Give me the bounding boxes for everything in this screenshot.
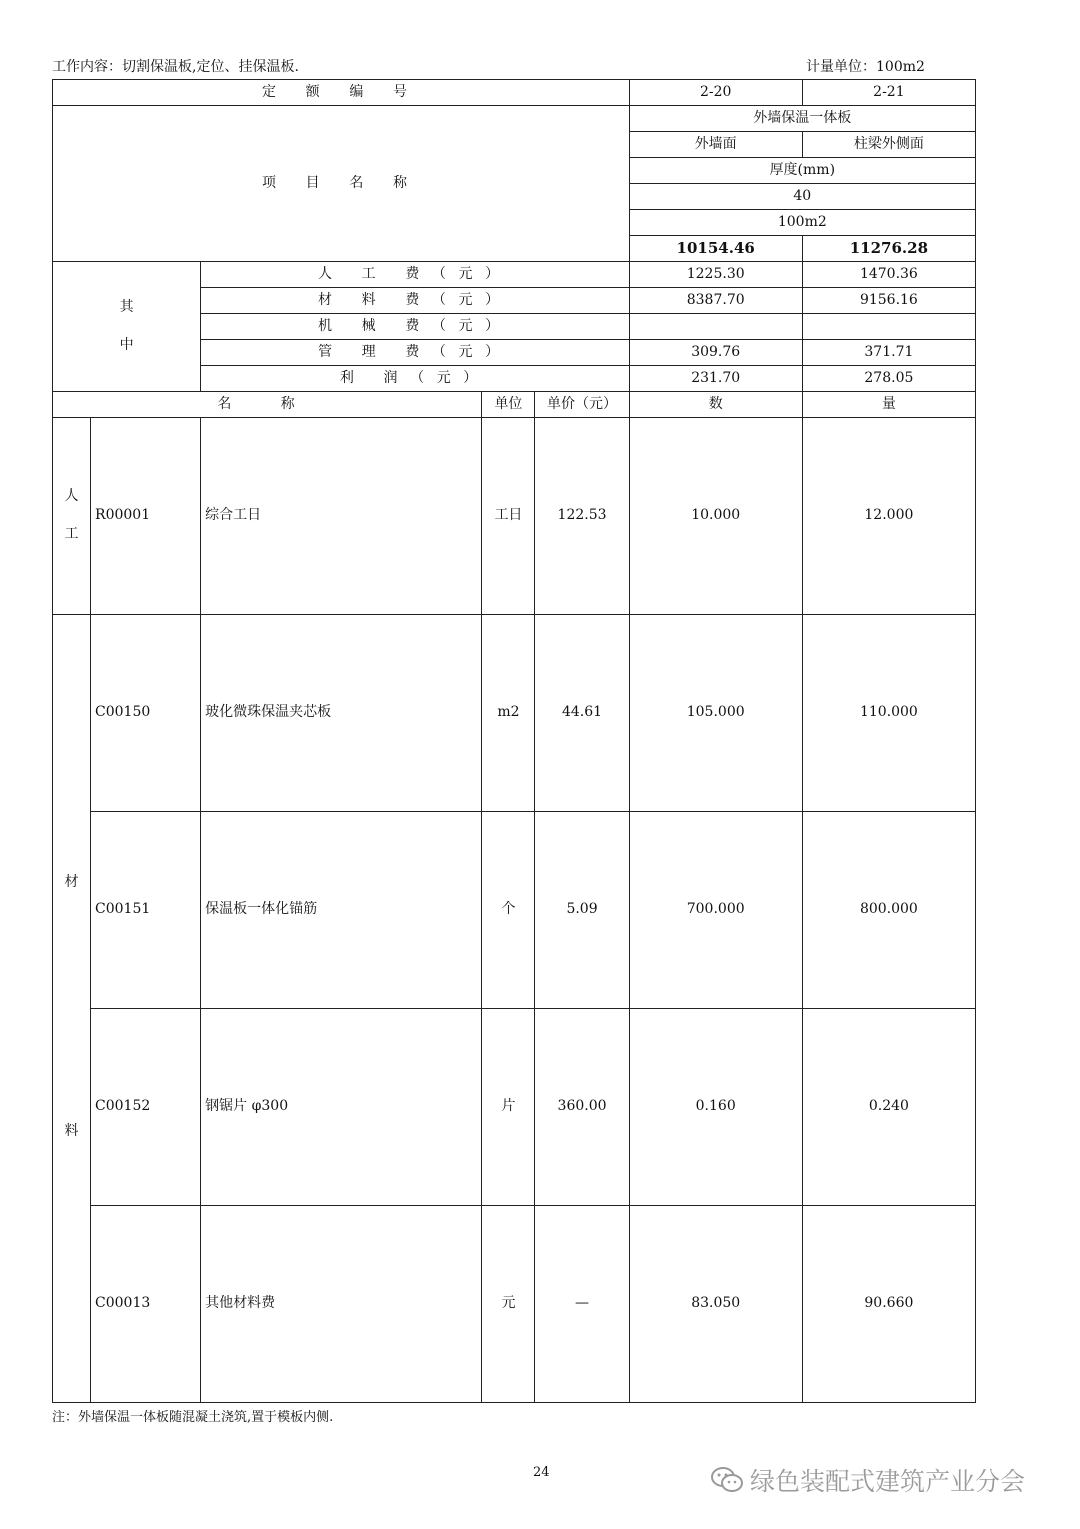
row-code: C00150 [91, 615, 201, 812]
row-quantity-1: 105.000 [629, 615, 802, 812]
page-number: 24 [533, 1465, 550, 1480]
row-unit: m2 [482, 615, 535, 812]
row-quantity-1: 700.000 [629, 812, 802, 1009]
col-header-quantity-left: 数 [629, 392, 802, 418]
category: 外墙保温一体板 [629, 106, 975, 132]
row-code: C00151 [91, 812, 201, 1009]
row-unit: 元 [482, 1206, 535, 1403]
row-quantity-2: 12.000 [802, 418, 975, 615]
table-row [53, 812, 976, 1009]
row-quantity-1: 83.050 [629, 1206, 802, 1403]
cost-material-1: 8387.70 [629, 288, 802, 314]
table-row [53, 418, 976, 615]
wechat-icon [710, 1465, 744, 1495]
unit-of-measure: 计量单位：100m2 [806, 59, 925, 75]
cost-label-machinery: 机 械 费（元） [201, 314, 629, 340]
item-name-label: 项 目 名 称 [53, 106, 630, 262]
cost-machinery-1 [629, 314, 802, 340]
row-quantity-2: 800.000 [802, 812, 975, 1009]
cost-management-2: 371.71 [802, 340, 975, 366]
row-name: 保温板一体化锚筋 [201, 812, 482, 1009]
cost-profit-2: 278.05 [802, 366, 975, 392]
table-row [53, 1009, 976, 1206]
work-content: 工作内容：切割保温板,定位、挂保温板. [52, 59, 299, 75]
watermark-text: 绿色装配式建筑产业分会 [750, 1467, 1026, 1496]
table-row [53, 1206, 976, 1403]
row-name: 综合工日 [201, 418, 482, 615]
row-quantity-1: 10.000 [629, 418, 802, 615]
thickness-value: 40 [629, 184, 975, 210]
row-quantity-2: 0.240 [802, 1009, 975, 1206]
row-price: — [535, 1206, 629, 1403]
row-price: 360.00 [535, 1009, 629, 1206]
col-header-unit-price: 单价（元） [535, 392, 629, 418]
col-header-quantity-right: 量 [802, 392, 975, 418]
row-quantity-2: 110.000 [802, 615, 975, 812]
cost-machinery-2 [802, 314, 975, 340]
cost-label-management: 管 理 费（元） [201, 340, 629, 366]
row-price: 122.53 [535, 418, 629, 615]
labor-group-label: 人 工 [53, 418, 91, 615]
cost-label-material: 材 料 费（元） [201, 288, 629, 314]
row-code: R00001 [91, 418, 201, 615]
row-price: 44.61 [535, 615, 629, 812]
unit: 100m2 [629, 210, 975, 236]
row-name: 玻化微珠保温夹芯板 [201, 615, 482, 812]
cost-profit-1: 231.70 [629, 366, 802, 392]
thickness-label: 厚度(mm) [629, 158, 975, 184]
watermark [710, 1462, 1025, 1498]
subitem-2: 柱梁外侧面 [802, 132, 975, 158]
row-price: 5.09 [535, 812, 629, 1009]
footnote: 注：外墙保温一体板随混凝土浇筑,置于模板内侧. [52, 1410, 334, 1425]
quota-no-1: 2-20 [629, 80, 802, 106]
row-unit: 工日 [482, 418, 535, 615]
row-code: C00013 [91, 1206, 201, 1403]
cost-labor-2: 1470.36 [802, 262, 975, 288]
base-price-1: 10154.46 [629, 236, 802, 262]
material-group-label: 材 料 [53, 615, 91, 1403]
row-name: 其他材料费 [201, 1206, 482, 1403]
row-quantity-1: 0.160 [629, 1009, 802, 1206]
cost-label-labor: 人 工 费（元） [201, 262, 629, 288]
base-price-2: 11276.28 [802, 236, 975, 262]
cost-label-profit: 利 润（元） [201, 366, 629, 392]
row-quantity-2: 90.660 [802, 1206, 975, 1403]
row-name: 钢锯片 φ300 [201, 1009, 482, 1206]
cost-management-1: 309.76 [629, 340, 802, 366]
col-header-unit: 单位 [482, 392, 535, 418]
row-unit: 片 [482, 1009, 535, 1206]
table-row [53, 615, 976, 812]
row-code: C00152 [91, 1009, 201, 1206]
among-label: 其 中 [53, 262, 201, 392]
quota-no-2: 2-21 [802, 80, 975, 106]
cost-labor-1: 1225.30 [629, 262, 802, 288]
quota-table [52, 79, 976, 1403]
col-header-name: 名 称 [53, 392, 482, 418]
subitem-1: 外墙面 [629, 132, 802, 158]
row-unit: 个 [482, 812, 535, 1009]
quota-no-label: 定 额 编 号 [53, 80, 630, 106]
cost-material-2: 9156.16 [802, 288, 975, 314]
